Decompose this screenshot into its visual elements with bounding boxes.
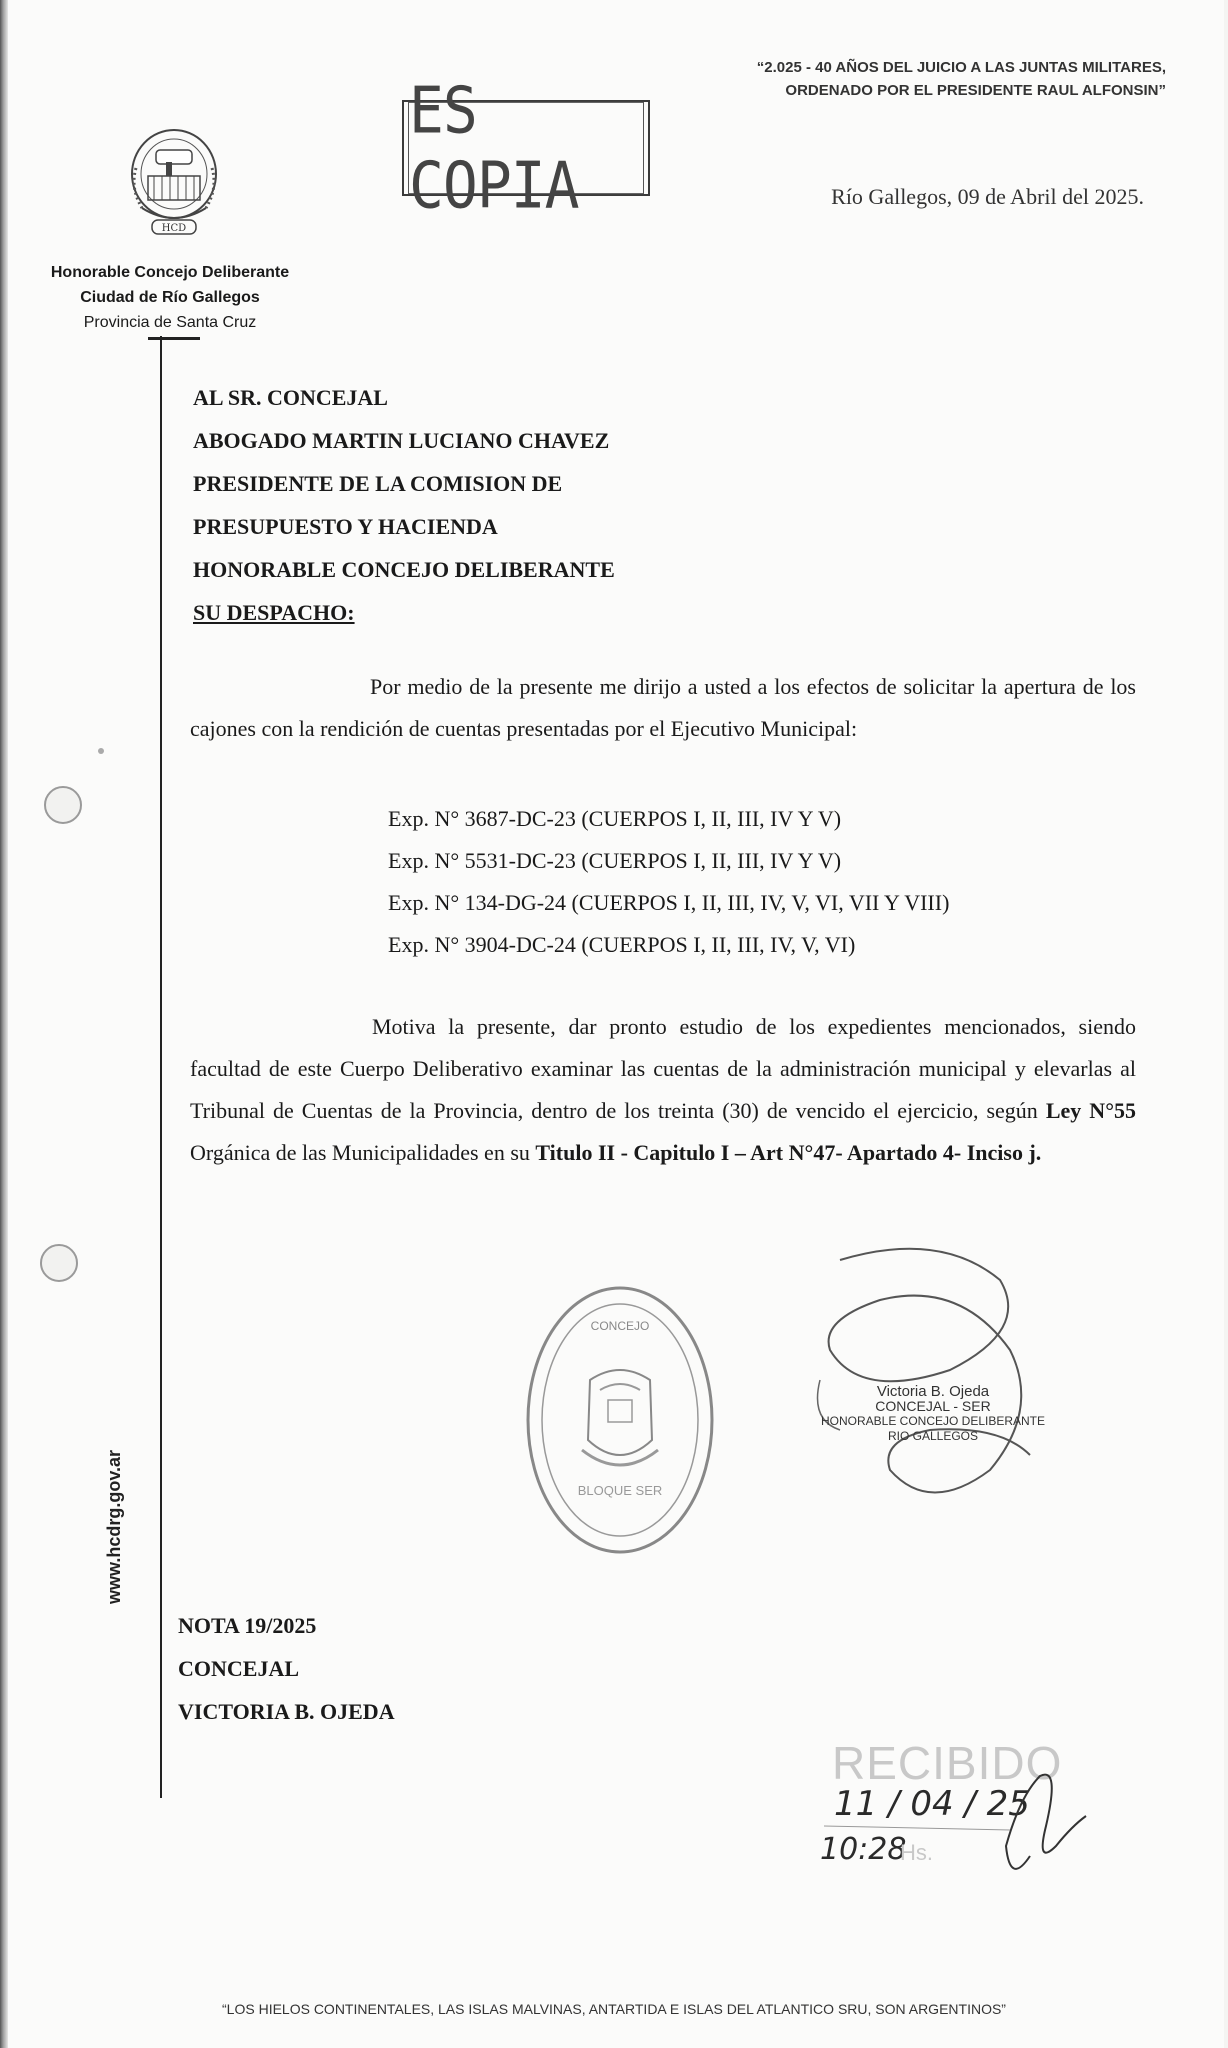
addressee-line-4: PRESUPUESTO Y HACIENDA — [193, 514, 498, 539]
footer-role: CONCEJAL — [178, 1656, 300, 1681]
addressee-block — [193, 376, 615, 634]
margin-rule — [160, 336, 162, 1798]
expediente-item: Exp. N° 3687-DC-23 (CUERPOS I, II, III, IV Y V) — [388, 806, 842, 831]
received-stamp-date: 11 / 04 / 25 — [834, 1784, 1030, 1824]
addressee-line-1: AL SR. CONCEJAL — [193, 385, 388, 410]
expedientes-list — [388, 798, 949, 966]
paragraph-request-text: Por medio de la presente me dirijo a usted a los efectos de solicitar la apertura de los cajones con la rendición de cuentas presentadas por el Ejecutivo Municipal: — [190, 674, 1136, 741]
svg-text:BLOQUE SER: BLOQUE SER — [577, 1483, 663, 1498]
header-quote-line-1: “2.025 - 40 AÑOS DEL JUICIO A LAS JUNTAS MILITARES, — [756, 59, 1166, 76]
article-reference: Titulo II - Capitulo I – Art N°47- Apartado 4- Inciso j. — [535, 1140, 1042, 1165]
paragraph-motive-text-1: Motiva la presente, dar pronto estudio de los expedientes mencionados, siendo facultad de este Cuerpo Deliberativo examinar las cuentas de la administración municipal y elevarlas al Tribunal de Cuentas de la Provincia, dentro de los treinta (30) de vencido el ejercicio, según — [190, 1014, 1136, 1123]
organization-city: Ciudad de Río Gallegos — [80, 289, 260, 306]
signature-stamp — [808, 1384, 1058, 1444]
footer-nota: NOTA 19/2025 — [178, 1613, 317, 1638]
signature-org: HONORABLE CONCEJO DELIBERANTE — [820, 1414, 1046, 1428]
law-reference: Ley N°55 — [1045, 1098, 1136, 1123]
addressee-line-6: SU DESPACHO: — [193, 600, 355, 625]
expediente-item: Exp. N° 3904-DC-24 (CUERPOS I, II, III, IV, V, VI) — [388, 932, 856, 957]
footer-signature-block — [178, 1604, 395, 1733]
page-edge-shadow — [0, 0, 8, 2048]
svg-text:CONCEJO: CONCEJO — [590, 1319, 650, 1333]
organization-name: Honorable Concejo Deliberante — [50, 264, 290, 281]
header-quote — [646, 56, 1166, 102]
header-quote-line-2: ORDENADO POR EL PRESIDENTE RAUL ALFONSIN” — [785, 82, 1166, 99]
website-url: www.hcdrg.gov.ar — [104, 1449, 124, 1604]
expediente-item: Exp. N° 134-DG-24 (CUERPOS I, II, III, IV, V, VI, VII Y VIII) — [388, 890, 950, 915]
addressee-line-2: ABOGADO MARTIN LUCIANO CHAVEZ — [193, 428, 610, 453]
punch-hole — [40, 1244, 78, 1282]
handwritten-signature — [800, 1240, 1070, 1510]
date-line: Río Gallegos, 09 de Abril del 2025. — [831, 184, 1144, 209]
organization-block — [30, 260, 310, 335]
council-logo-icon — [126, 128, 222, 256]
copy-stamp-text: ES COPIA — [408, 102, 644, 194]
paper-mark — [98, 748, 104, 754]
signature-name: Victoria B. Ojeda — [876, 1383, 990, 1400]
bottom-quote: “LOS HIELOS CONTINENTALES, LAS ISLAS MALVINAS, ANTARTIDA E ISLAS DEL ATLANTICO SRU, SON ARGENTINOS” — [222, 2001, 1006, 2017]
expediente-item: Exp. N° 5531-DC-23 (CUERPOS I, II, III, IV Y V) — [388, 848, 842, 873]
punch-hole — [44, 786, 82, 824]
paragraph-request — [190, 666, 1136, 750]
signature-city: RIO GALLEGOS — [887, 1429, 979, 1443]
received-stamp-title: RECIBIDO — [832, 1737, 1063, 1789]
addressee-line-3: PRESIDENTE DE LA COMISION DE — [193, 471, 563, 496]
official-seal-icon — [520, 1280, 720, 1560]
paragraph-motive — [190, 1006, 1136, 1174]
footer-name: VICTORIA B. OJEDA — [178, 1699, 395, 1724]
paragraph-motive-text-2: Orgánica de las Municipalidades en su — [190, 1140, 536, 1165]
received-stamp-hs: Hs. — [900, 1840, 933, 1865]
organization-province: Provincia de Santa Cruz — [83, 314, 257, 331]
margin-rule-tick — [148, 337, 200, 340]
addressee-line-5: HONORABLE CONCEJO DELIBERANTE — [193, 557, 615, 582]
copy-stamp — [402, 73, 650, 223]
received-stamp — [810, 1736, 1100, 1886]
signature-role: CONCEJAL - SER — [875, 1398, 991, 1414]
received-stamp-time: 10:28 — [820, 1832, 907, 1867]
received-initials-icon — [810, 1736, 1100, 1886]
svg-text:HCD: HCD — [161, 223, 187, 234]
